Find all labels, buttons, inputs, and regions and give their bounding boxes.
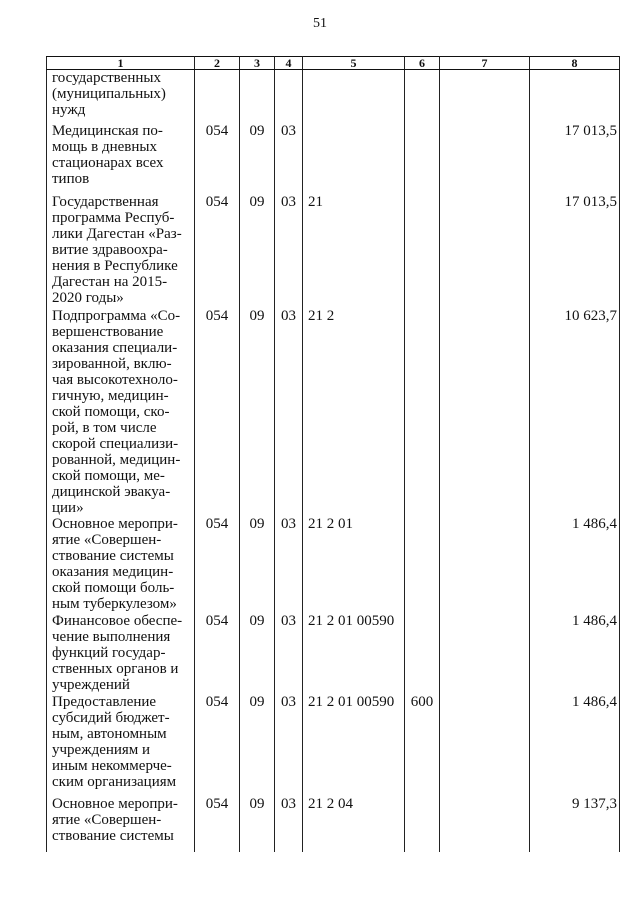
row-name-line: ятие «Совершен- xyxy=(52,812,162,828)
row-target-article-cell: 21 2 01 00590 xyxy=(303,613,405,694)
page-number: 51 xyxy=(313,16,327,31)
column-header-1: 1 xyxy=(47,57,195,70)
row-col7-cell xyxy=(440,308,530,516)
row-col7-cell xyxy=(440,123,530,194)
row-name-line: ской помощи боль- xyxy=(52,580,175,596)
row-amount-cell: 1 486,4 xyxy=(530,694,620,796)
row-col7-cell xyxy=(440,613,530,694)
row-name-line: зированной, вклю- xyxy=(52,356,172,372)
row-amount-cell: 17 013,5 xyxy=(530,194,620,308)
row-name-line: дицинской эвакуа- xyxy=(52,484,171,500)
row-name-line: Основное меропри- xyxy=(52,796,178,812)
row-code-cell: 054 xyxy=(195,613,240,694)
table-row xyxy=(47,613,620,694)
row-target-article-cell: 21 2 xyxy=(303,308,405,516)
row-name-line: чая высокотехноло- xyxy=(52,372,178,388)
row-name-line: рованной, медицин- xyxy=(52,452,181,468)
row-section-cell: 09 xyxy=(240,123,275,194)
column-header-2: 2 xyxy=(195,57,240,70)
row-name-line: ствование системы xyxy=(52,548,174,564)
row-code-cell: 054 xyxy=(195,516,240,613)
row-name-line: ствование системы xyxy=(52,828,174,844)
row-code-cell: 054 xyxy=(195,308,240,516)
row-name-line: Дагестан на 2015- xyxy=(52,274,168,290)
row-name-line: ским организациям xyxy=(52,774,177,790)
row-name-line: витие здравоохра- xyxy=(52,242,168,258)
row-name-line: Подпрограмма «Со- xyxy=(52,308,181,324)
row-name-cell xyxy=(47,694,195,796)
row-name-cell xyxy=(47,70,195,124)
row-amount-cell: 1 486,4 xyxy=(530,516,620,613)
column-header-3: 3 xyxy=(240,57,275,70)
row-name-line: рой, в том числе xyxy=(52,420,157,436)
row-name-line: учреждениям и xyxy=(52,742,151,758)
row-name-line: Медицинская по- xyxy=(52,123,163,139)
row-section-cell xyxy=(240,70,275,124)
row-amount-cell: 9 137,3 xyxy=(530,796,620,852)
column-header-4: 4 xyxy=(275,57,303,70)
row-name-line: гичную, медицин- xyxy=(52,388,169,404)
column-header-6: 6 xyxy=(405,57,440,70)
row-subsection-cell: 03 xyxy=(275,796,303,852)
row-name-line: стационарах всех xyxy=(52,155,164,171)
row-subsection-cell: 03 xyxy=(275,194,303,308)
row-name-line: нужд xyxy=(52,102,86,118)
row-subsection-cell xyxy=(275,70,303,124)
row-name-line: Государственная xyxy=(52,194,159,210)
row-code-cell xyxy=(195,70,240,124)
row-code-cell: 054 xyxy=(195,694,240,796)
row-name-line: вершенствование xyxy=(52,324,164,340)
row-target-article-cell: 21 2 04 xyxy=(303,796,405,852)
row-name-line: 2020 годы» xyxy=(52,290,124,306)
row-subsection-cell: 03 xyxy=(275,516,303,613)
row-expense-type-cell xyxy=(405,308,440,516)
row-target-article-cell xyxy=(303,70,405,124)
row-name-line: (муниципальных) xyxy=(52,86,166,102)
table-row xyxy=(47,694,620,796)
row-expense-type-cell: 600 xyxy=(405,694,440,796)
row-name-line: чение выполнения xyxy=(52,629,171,645)
row-subsection-cell: 03 xyxy=(275,308,303,516)
row-code-cell: 054 xyxy=(195,194,240,308)
row-expense-type-cell xyxy=(405,613,440,694)
row-subsection-cell: 03 xyxy=(275,123,303,194)
row-section-cell: 09 xyxy=(240,694,275,796)
column-header-8: 8 xyxy=(530,57,620,70)
row-col7-cell xyxy=(440,194,530,308)
row-amount-cell: 17 013,5 xyxy=(530,123,620,194)
row-amount-cell xyxy=(530,70,620,124)
row-col7-cell xyxy=(440,796,530,852)
row-name-line: иным некоммерче- xyxy=(52,758,172,774)
row-expense-type-cell xyxy=(405,123,440,194)
row-target-article-cell: 21 2 01 00590 xyxy=(303,694,405,796)
row-section-cell: 09 xyxy=(240,796,275,852)
row-name-line: функций государ- xyxy=(52,645,166,661)
row-name-line: государственных xyxy=(52,70,161,86)
row-col7-cell xyxy=(440,516,530,613)
row-expense-type-cell xyxy=(405,796,440,852)
row-name-line: программа Респуб- xyxy=(52,210,175,226)
table-row xyxy=(47,123,620,194)
table-row xyxy=(47,516,620,613)
row-name-line: нения в Республике xyxy=(52,258,178,274)
row-col7-cell xyxy=(440,70,530,124)
row-name-line: мощь в дневных xyxy=(52,139,157,155)
row-amount-cell: 10 623,7 xyxy=(530,308,620,516)
row-col7-cell xyxy=(440,694,530,796)
table-row xyxy=(47,796,620,852)
row-name-line: оказания медицин- xyxy=(52,564,174,580)
row-subsection-cell: 03 xyxy=(275,613,303,694)
row-section-cell: 09 xyxy=(240,308,275,516)
row-name-line: ственных органов и xyxy=(52,661,179,677)
row-code-cell: 054 xyxy=(195,123,240,194)
row-name-cell xyxy=(47,796,195,852)
row-name-line: скорой специализи- xyxy=(52,436,179,452)
column-header-7: 7 xyxy=(440,57,530,70)
table-row xyxy=(47,308,620,516)
budget-table xyxy=(46,56,620,852)
row-target-article-cell: 21 2 01 xyxy=(303,516,405,613)
row-name-line: ным, автономным xyxy=(52,726,167,742)
row-name-line: ным туберкулезом» xyxy=(52,596,177,612)
row-subsection-cell: 03 xyxy=(275,694,303,796)
row-name-line: ции» xyxy=(52,500,84,516)
row-target-article-cell xyxy=(303,123,405,194)
row-name-line: Финансовое обеспе- xyxy=(52,613,183,629)
row-name-line: ятие «Совершен- xyxy=(52,532,162,548)
row-name-cell xyxy=(47,613,195,694)
row-code-cell: 054 xyxy=(195,796,240,852)
row-name-line: Предоставление xyxy=(52,694,157,710)
table-row xyxy=(47,70,620,124)
row-name-line: типов xyxy=(52,171,90,187)
row-expense-type-cell xyxy=(405,516,440,613)
row-name-line: учреждений xyxy=(52,677,130,693)
row-name-line: ской помощи, ме- xyxy=(52,468,165,484)
row-section-cell: 09 xyxy=(240,516,275,613)
row-name-line: субсидий бюджет- xyxy=(52,710,170,726)
row-name-line: ской помощи, ско- xyxy=(52,404,170,420)
row-name-cell xyxy=(47,194,195,308)
row-expense-type-cell xyxy=(405,194,440,308)
row-expense-type-cell xyxy=(405,70,440,124)
row-name-line: Основное меропри- xyxy=(52,516,178,532)
row-name-cell xyxy=(47,308,195,516)
row-name-line: оказания специали- xyxy=(52,340,178,356)
row-name-line: лики Дагестан «Раз- xyxy=(52,226,182,242)
row-name-cell xyxy=(47,123,195,194)
row-amount-cell: 1 486,4 xyxy=(530,613,620,694)
row-section-cell: 09 xyxy=(240,194,275,308)
column-header-5: 5 xyxy=(303,57,405,70)
table-row xyxy=(47,194,620,308)
row-section-cell: 09 xyxy=(240,613,275,694)
header-row xyxy=(47,57,620,70)
row-target-article-cell: 21 xyxy=(303,194,405,308)
row-name-cell xyxy=(47,516,195,613)
